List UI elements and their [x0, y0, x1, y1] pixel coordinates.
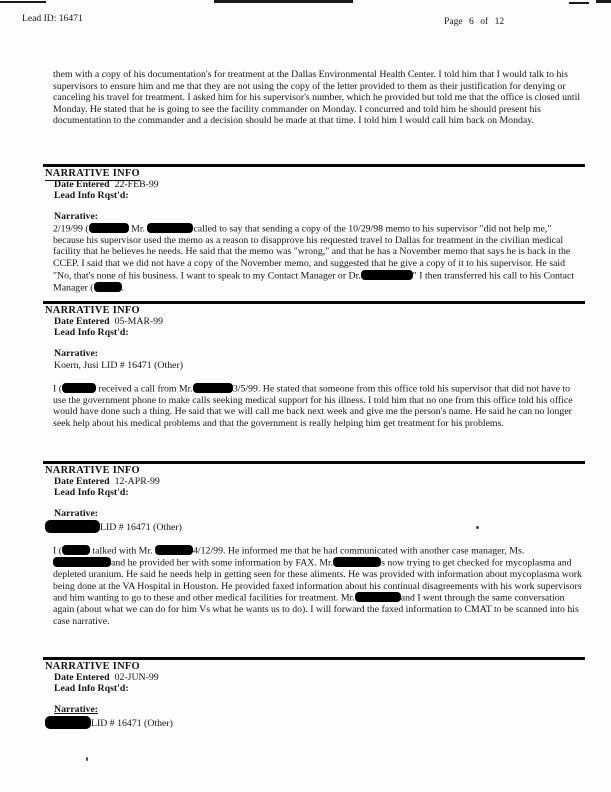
narrative-paragraph: 2/19/99 ( Mr. called to say that sending a copy of the 10/29/98 memo to his supervisor "did not help me," because his supervisor used the memo as a reason to disapprove his requested travel to Dallas for treatment in the civilian medical facility that he believes he needs. He said that the memo was "wrong," and that he has a November memo that says he is back in the CCEP. I said that we did not have a copy of the November memo, and suggested that he give a copy of it to his supervisor. He said "No, that's none of his business. I want to speak to my Contact Manager or Dr. " I then transferred his call to his Contact Manager ( .: [53, 223, 575, 294]
lead-info-label: Lead Info Rqst'd:: [54, 327, 129, 339]
scan-artifact-line: [596, 0, 611, 3]
section-meta: [54, 179, 585, 202]
redaction-box: [45, 520, 100, 533]
redaction-box: [333, 557, 381, 567]
redaction-box: [94, 282, 122, 292]
scan-artifact-line: [569, 2, 589, 4]
redaction-box: [62, 383, 96, 393]
date-entered-line: [54, 672, 585, 683]
narrative-label: Narrative:: [54, 703, 99, 715]
redaction-box: [355, 592, 401, 602]
narrative-label: Narrative:: [54, 210, 99, 222]
date-entered-value: 05-MAR-99: [114, 316, 164, 327]
redaction-box: [45, 716, 91, 729]
narrative-subject-line: LID # 16471 (Other): [45, 520, 585, 534]
narrative-section-3: [43, 461, 585, 627]
narrative-section-2: [43, 301, 585, 430]
section-divider-bar: [43, 301, 585, 304]
lead-info-label: Lead Info Rqst'd:: [54, 487, 129, 499]
narrative-paragraph: I ( received a call from Mr. 3/5/99. He stated that someone from this office told his supervisor that did not have to use the government phone to make calls seeking medical support for his illness. I told him that no one from this office told his office would have done such a thing. He said that we will call me back next week and give me the person's name. He said he can no longer seek help about his medical problems and that the government is really helping him get treatment for his problems.: [53, 383, 573, 430]
date-entered-label: Date Entered: [54, 672, 110, 683]
redaction-box: [53, 557, 111, 567]
date-entered-line: [54, 476, 585, 487]
section-header: NARRATIVE INFO: [45, 661, 140, 672]
section-meta: [54, 672, 585, 695]
date-entered-label: Date Entered: [54, 476, 110, 487]
lead-info-label: Lead Info Rqst'd:: [54, 190, 129, 202]
lead-id-label: Lead ID: 16471: [22, 13, 83, 24]
section-header: NARRATIVE INFO: [45, 305, 140, 316]
redaction-box: [361, 270, 413, 280]
page-number-label: Page 6 of 12: [444, 16, 505, 27]
section-meta: [54, 476, 585, 499]
section-divider-bar: [43, 657, 585, 660]
redaction-box: [147, 223, 193, 233]
lead-info-line: [54, 327, 585, 338]
narrative-label: Narrative:: [54, 347, 99, 359]
redaction-box: [193, 383, 233, 393]
date-entered-value: 22-FEB-99: [114, 179, 159, 190]
narrative-section-4: [43, 657, 585, 730]
lead-info-line: [54, 190, 585, 201]
scan-artifact-line: [214, 0, 353, 3]
scan-artifact-line: [0, 1, 46, 3]
redaction-box: [62, 545, 90, 555]
date-entered-line: [54, 179, 585, 190]
narrative-subject-line: Koern, Jusi LID # 16471 (Other): [54, 359, 183, 371]
section-header: NARRATIVE INFO: [45, 168, 140, 179]
narrative-label: Narrative:: [54, 507, 99, 519]
section-divider-bar: [43, 461, 585, 464]
section-divider-bar: [43, 164, 585, 167]
date-entered-label: Date Entered: [54, 316, 110, 327]
date-entered-value: 02-JUN-99: [114, 672, 159, 683]
date-entered-value: 12-APR-99: [114, 476, 160, 487]
lead-info-label: Lead Info Rqst'd:: [54, 683, 129, 695]
date-entered-label: Date Entered: [54, 179, 110, 190]
scan-speck: [86, 757, 88, 761]
lead-info-line: [54, 683, 585, 694]
narrative-paragraph: I ( talked with Mr. 4/12/99. He informed me that he had communicated with another case manager, Ms. and he provided her with some information by FAX. Mr. s now trying to get checked for mycoplasma and depleted uranium. He said he needs help in getting seen for these aliments. He was provided with information about mycoplasma work being done at the VA Hospital in Houston. He provided faxed information about his continual disagreements with his work supervisors and him wanting to go to these and other medical facilities for treatment. Mr. and I went through the same conversation again (about what we can do for him Vs what he wants us to do). I will forward the faxed information to CMAT to be scanned into his case narrative.: [53, 545, 582, 627]
intro-paragraph: them with a copy of his documentation's for treatment at the Dallas Environmental Health Center. I told him that I would talk to his supervisors to ensure him and me that they are not using the copy of the letter provided to them as their justification for denying or canceling his travel for treatment. I asked him for his supervisor's number, which he provided but told me that the office is closed until Monday. He stated that he is going to see the facility commander on Monday. I concurred and told him he should present his documentation to the commander and a decision should be made at that time. I told him I would call him back on Monday.: [53, 69, 581, 127]
section-header: NARRATIVE INFO: [45, 465, 140, 476]
narrative-subject-line: LID # 16471 (Other): [45, 716, 585, 730]
lead-info-line: [54, 487, 585, 498]
narrative-section-1: [43, 164, 585, 294]
redaction-box: [155, 545, 193, 555]
redaction-box: [89, 223, 129, 233]
date-entered-line: [54, 316, 585, 327]
section-meta: [54, 316, 585, 339]
